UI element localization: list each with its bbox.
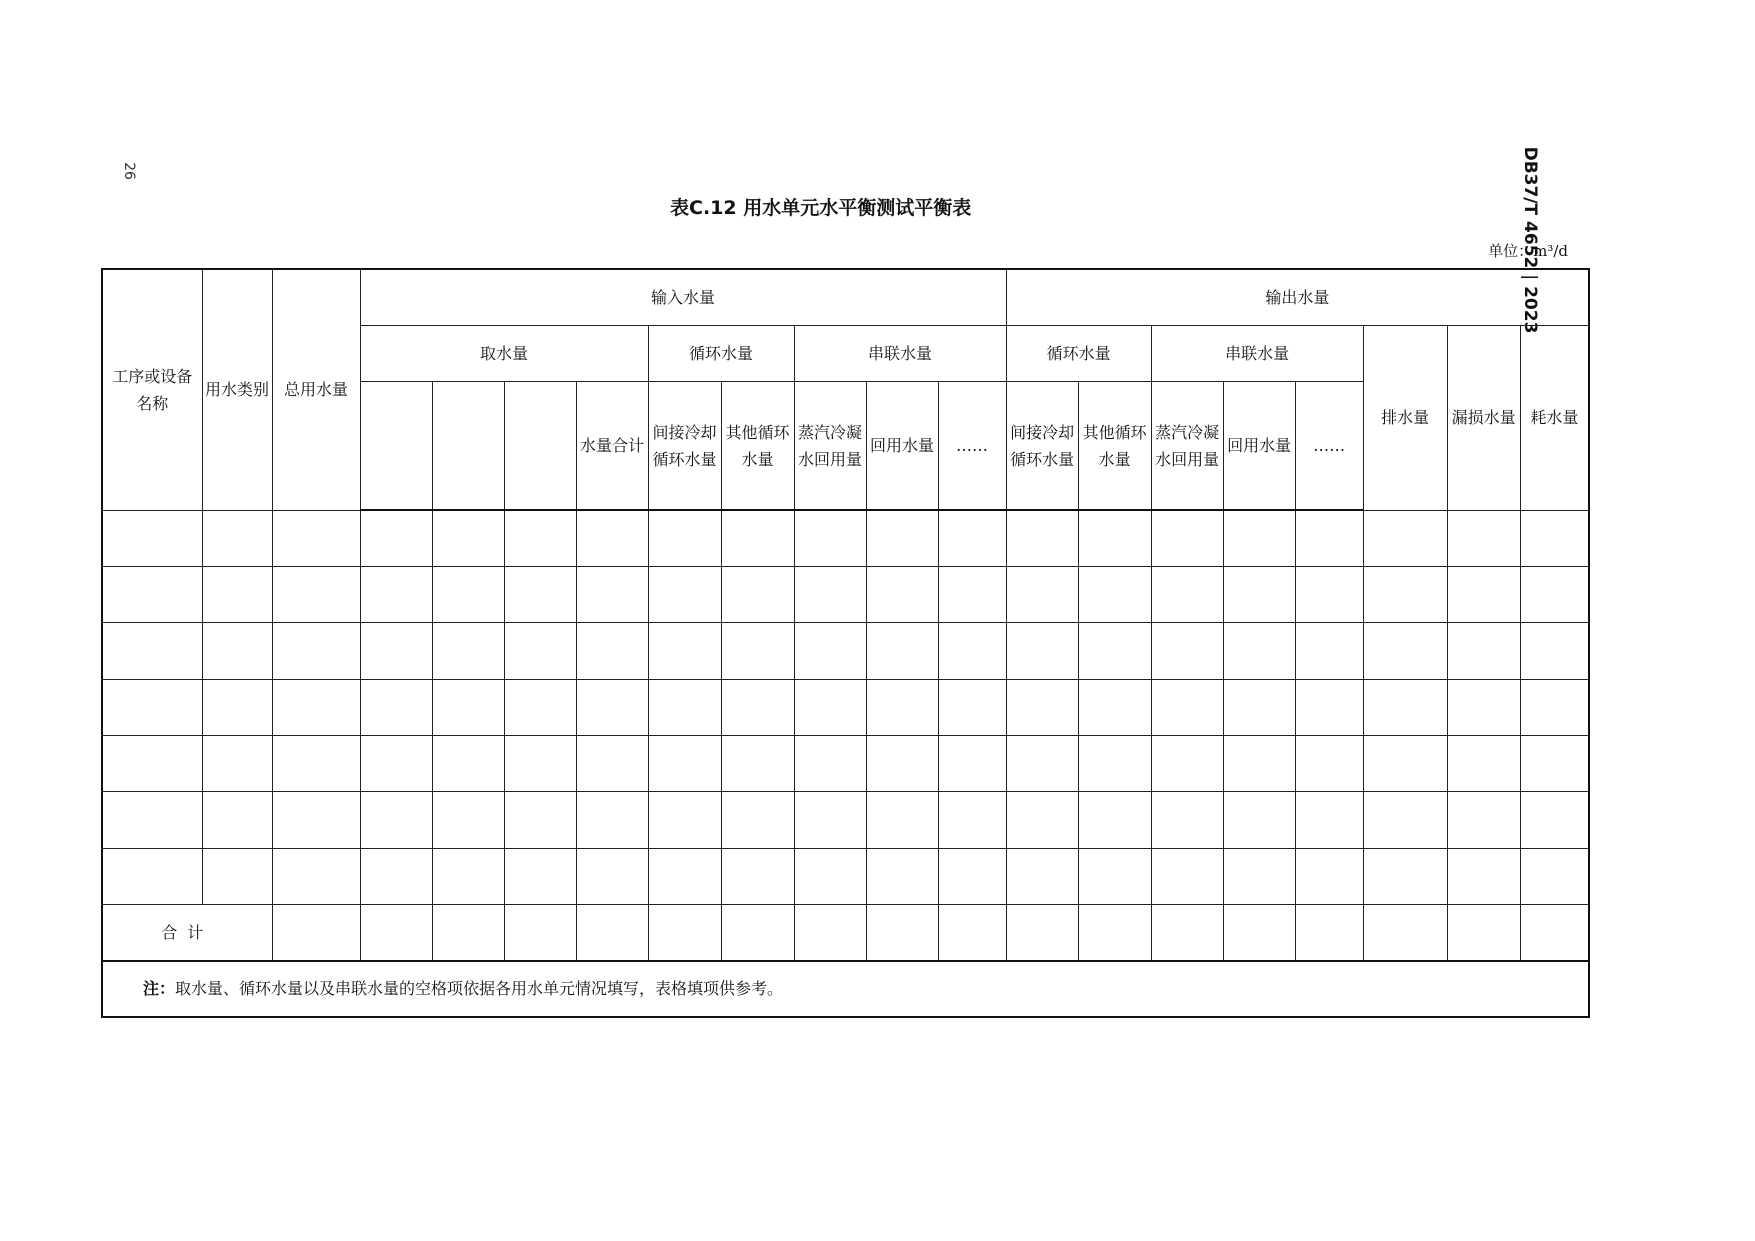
table-cell[interactable] — [866, 510, 938, 566]
table-cell[interactable] — [504, 679, 576, 735]
total-cell[interactable] — [272, 904, 360, 960]
total-cell[interactable] — [1520, 904, 1589, 960]
table-cell[interactable] — [866, 848, 938, 904]
header-input-indirect-cooling: 间接冷却循环水量 — [648, 382, 721, 511]
table-row — [102, 735, 1589, 791]
table-cell[interactable] — [272, 510, 360, 566]
table-cell[interactable] — [648, 848, 721, 904]
table-cell[interactable] — [1078, 510, 1151, 566]
water-balance-table — [101, 268, 1590, 1018]
table-cell[interactable] — [648, 567, 721, 623]
table-cell[interactable] — [794, 792, 866, 848]
table-cell[interactable] — [866, 567, 938, 623]
table-cell[interactable] — [432, 848, 504, 904]
total-label: 合计 — [161, 922, 214, 942]
table-cell[interactable] — [1006, 848, 1078, 904]
total-cell[interactable] — [1151, 904, 1223, 960]
table-cell[interactable] — [432, 792, 504, 848]
header-leakage: 漏损水量 — [1447, 325, 1520, 510]
table-cell[interactable] — [202, 792, 272, 848]
table-cell[interactable] — [1295, 623, 1363, 679]
table-cell[interactable] — [648, 735, 721, 791]
table-cell[interactable] — [1006, 567, 1078, 623]
total-cell[interactable] — [938, 904, 1006, 960]
table-cell[interactable] — [1520, 623, 1589, 679]
table-cell[interactable] — [721, 623, 794, 679]
table-cell[interactable] — [794, 567, 866, 623]
table-cell[interactable] — [1151, 735, 1223, 791]
total-cell[interactable] — [504, 904, 576, 960]
total-cell[interactable] — [360, 904, 432, 960]
table-cell[interactable] — [360, 735, 432, 791]
table-cell[interactable] — [360, 792, 432, 848]
table-cell[interactable] — [1006, 510, 1078, 566]
header-output-recycle: 循环水量 — [1006, 325, 1151, 381]
header-output-other-recycle: 其他循环水量 — [1078, 382, 1151, 511]
table-row — [102, 623, 1589, 679]
total-cell[interactable] — [432, 904, 504, 960]
table-cell[interactable] — [1151, 848, 1223, 904]
header-usage-type: 用水类别 — [202, 269, 272, 510]
table-cell[interactable] — [1151, 679, 1223, 735]
table-cell[interactable] — [1006, 679, 1078, 735]
table-cell[interactable] — [1295, 567, 1363, 623]
table-title: 表C.12 用水单元水平衡测试平衡表 — [670, 197, 972, 219]
table-cell[interactable] — [1006, 735, 1078, 791]
table-cell[interactable] — [721, 567, 794, 623]
table-cell[interactable] — [1223, 848, 1295, 904]
table-cell[interactable] — [1520, 735, 1589, 791]
total-cell[interactable] — [576, 904, 648, 960]
table-cell[interactable] — [432, 623, 504, 679]
total-cell[interactable] — [1078, 904, 1151, 960]
table-cell[interactable] — [272, 735, 360, 791]
table-cell[interactable] — [1078, 679, 1151, 735]
table-cell[interactable] — [938, 510, 1006, 566]
table-cell[interactable] — [360, 567, 432, 623]
header-input-more: …… — [938, 382, 1006, 511]
table-cell[interactable] — [1223, 735, 1295, 791]
table-cell[interactable] — [272, 623, 360, 679]
total-label-cell — [102, 904, 272, 960]
header-input-other-recycle: 其他循环水量 — [721, 382, 794, 511]
table-cell[interactable] — [504, 623, 576, 679]
total-cell[interactable] — [1447, 904, 1520, 960]
table-cell[interactable] — [504, 848, 576, 904]
table-cell[interactable] — [938, 679, 1006, 735]
table-cell[interactable] — [1151, 567, 1223, 623]
table-cell[interactable] — [1078, 735, 1151, 791]
table-cell[interactable] — [1223, 792, 1295, 848]
table-row — [102, 679, 1589, 735]
table-cell[interactable] — [1447, 848, 1520, 904]
table-cell[interactable] — [721, 792, 794, 848]
document-year: 2023 — [1520, 286, 1540, 334]
table-cell[interactable] — [1223, 567, 1295, 623]
table-cell[interactable] — [1447, 679, 1520, 735]
table-cell[interactable] — [432, 567, 504, 623]
table-cell[interactable] — [1363, 679, 1447, 735]
table-cell[interactable] — [360, 679, 432, 735]
table-cell[interactable] — [576, 679, 648, 735]
table-cell[interactable] — [576, 735, 648, 791]
header-row-1 — [102, 269, 1589, 325]
table-cell[interactable] — [794, 623, 866, 679]
table-cell[interactable] — [721, 848, 794, 904]
total-cell[interactable] — [1006, 904, 1078, 960]
header-intake: 取水量 — [360, 325, 648, 381]
table-cell[interactable] — [432, 679, 504, 735]
table-cell[interactable] — [1078, 792, 1151, 848]
table-cell[interactable] — [1363, 623, 1447, 679]
table-cell[interactable] — [938, 792, 1006, 848]
table-cell[interactable] — [648, 510, 721, 566]
header-input-reuse: 回用水量 — [866, 382, 938, 511]
table-cell[interactable] — [1447, 567, 1520, 623]
table-cell[interactable] — [102, 679, 202, 735]
table-cell[interactable] — [1006, 792, 1078, 848]
table-cell[interactable] — [1520, 679, 1589, 735]
table-cell[interactable] — [1223, 623, 1295, 679]
table-cell[interactable] — [721, 735, 794, 791]
table-cell[interactable] — [1363, 792, 1447, 848]
table-cell[interactable] — [1363, 510, 1447, 566]
unit-label: 单位：m³/d — [1488, 242, 1568, 260]
table-cell[interactable] — [576, 792, 648, 848]
total-cell[interactable] — [721, 904, 794, 960]
table-cell[interactable] — [1078, 623, 1151, 679]
table-cell[interactable] — [432, 510, 504, 566]
table-cell[interactable] — [202, 735, 272, 791]
page-number: 26 — [120, 162, 137, 180]
header-output-reuse: 回用水量 — [1223, 382, 1295, 511]
header-output-steam-condensate: 蒸汽冷凝水回用量 — [1151, 382, 1223, 511]
header-intake-blank-1 — [360, 382, 432, 511]
table-cell[interactable] — [1295, 735, 1363, 791]
total-cell[interactable] — [1295, 904, 1363, 960]
table-cell[interactable] — [1520, 848, 1589, 904]
header-consumption: 耗水量 — [1520, 325, 1589, 510]
header-output-indirect-cooling: 间接冷却循环水量 — [1006, 382, 1078, 511]
table-cell[interactable] — [102, 792, 202, 848]
table-cell[interactable] — [866, 792, 938, 848]
table-cell[interactable] — [938, 567, 1006, 623]
table-cell[interactable] — [648, 623, 721, 679]
table-cell[interactable] — [102, 510, 202, 566]
table-cell[interactable] — [1078, 848, 1151, 904]
table-cell[interactable] — [794, 848, 866, 904]
table-body — [102, 510, 1589, 904]
table-row — [102, 792, 1589, 848]
table-cell[interactable] — [1151, 510, 1223, 566]
table-cell[interactable] — [504, 735, 576, 791]
table-cell[interactable] — [504, 567, 576, 623]
table-cell[interactable] — [794, 679, 866, 735]
table-cell[interactable] — [202, 567, 272, 623]
table-cell[interactable] — [202, 679, 272, 735]
table-cell[interactable] — [272, 792, 360, 848]
table-cell[interactable] — [360, 510, 432, 566]
total-cell[interactable] — [1363, 904, 1447, 960]
table-cell[interactable] — [1151, 792, 1223, 848]
table-cell[interactable] — [1520, 510, 1589, 566]
total-cell[interactable] — [648, 904, 721, 960]
table-cell[interactable] — [272, 567, 360, 623]
note-row — [102, 961, 1589, 1017]
table-row — [102, 567, 1589, 623]
header-output-more: …… — [1295, 382, 1363, 511]
table-cell[interactable] — [866, 735, 938, 791]
table-cell[interactable] — [360, 623, 432, 679]
table-cell[interactable] — [202, 510, 272, 566]
table-cell[interactable] — [1006, 623, 1078, 679]
table-cell[interactable] — [1447, 792, 1520, 848]
table-cell[interactable] — [1363, 735, 1447, 791]
table-cell[interactable] — [504, 510, 576, 566]
total-cell[interactable] — [794, 904, 866, 960]
table-cell[interactable] — [102, 848, 202, 904]
total-cell[interactable] — [866, 904, 938, 960]
header-input-series: 串联水量 — [794, 325, 1006, 381]
table-cell[interactable] — [1078, 567, 1151, 623]
header-total-usage: 总用水量 — [272, 269, 360, 510]
table-cell[interactable] — [202, 623, 272, 679]
table-cell[interactable] — [938, 848, 1006, 904]
table-cell[interactable] — [1447, 735, 1520, 791]
table-cell[interactable] — [721, 510, 794, 566]
header-output-water: 输出水量 — [1006, 269, 1589, 325]
table-cell[interactable] — [576, 510, 648, 566]
table-cell[interactable] — [866, 679, 938, 735]
table-cell[interactable] — [1447, 623, 1520, 679]
total-cell[interactable] — [1223, 904, 1295, 960]
header-intake-blank-2 — [432, 382, 504, 511]
table-cell[interactable] — [1520, 792, 1589, 848]
header-output-series: 串联水量 — [1151, 325, 1363, 381]
table-cell[interactable] — [1223, 510, 1295, 566]
table-cell[interactable] — [866, 623, 938, 679]
header-drainage: 排水量 — [1363, 325, 1447, 510]
note-cell — [102, 961, 1589, 1017]
table-cell[interactable] — [648, 679, 721, 735]
table-cell[interactable] — [794, 735, 866, 791]
table-cell[interactable] — [721, 679, 794, 735]
header-input-water: 输入水量 — [360, 269, 1006, 325]
table-cell[interactable] — [1295, 679, 1363, 735]
table-cell[interactable] — [202, 848, 272, 904]
table-cell[interactable] — [272, 679, 360, 735]
header-intake-total: 水量合计 — [576, 382, 648, 511]
note-text: 取水量、循环水量以及串联水量的空格项依据各用水单元情况填写，表格填项供参考。 — [175, 979, 784, 999]
table-cell[interactable] — [576, 567, 648, 623]
table-cell[interactable] — [1295, 792, 1363, 848]
table-cell[interactable] — [272, 848, 360, 904]
table-cell[interactable] — [1363, 567, 1447, 623]
table-cell[interactable] — [794, 510, 866, 566]
header-input-steam-condensate: 蒸汽冷凝水回用量 — [794, 382, 866, 511]
table-cell[interactable] — [432, 735, 504, 791]
document-code-separator: | — [1520, 274, 1540, 281]
table-cell[interactable] — [504, 792, 576, 848]
table-cell[interactable] — [1295, 510, 1363, 566]
table-cell[interactable] — [938, 735, 1006, 791]
table-cell[interactable] — [576, 848, 648, 904]
total-row — [102, 904, 1589, 960]
header-process: 工序或设备名称 — [102, 269, 202, 510]
table-cell[interactable] — [102, 623, 202, 679]
table-cell[interactable] — [576, 623, 648, 679]
table-cell[interactable] — [1223, 679, 1295, 735]
table-cell[interactable] — [648, 792, 721, 848]
table-row — [102, 848, 1589, 904]
table-cell[interactable] — [1151, 623, 1223, 679]
table-cell[interactable] — [360, 848, 432, 904]
document-standard-number: DB37/T 4652 — [1520, 146, 1540, 269]
table-row — [102, 510, 1589, 566]
table-cell[interactable] — [938, 623, 1006, 679]
header-intake-blank-3 — [504, 382, 576, 511]
header-input-recycle: 循环水量 — [648, 325, 794, 381]
table-cell[interactable] — [102, 567, 202, 623]
table-cell[interactable] — [1447, 510, 1520, 566]
table-cell[interactable] — [102, 735, 202, 791]
table-cell[interactable] — [1295, 848, 1363, 904]
note-label: 注： — [143, 979, 176, 999]
table-cell[interactable] — [1520, 567, 1589, 623]
table-cell[interactable] — [1363, 848, 1447, 904]
